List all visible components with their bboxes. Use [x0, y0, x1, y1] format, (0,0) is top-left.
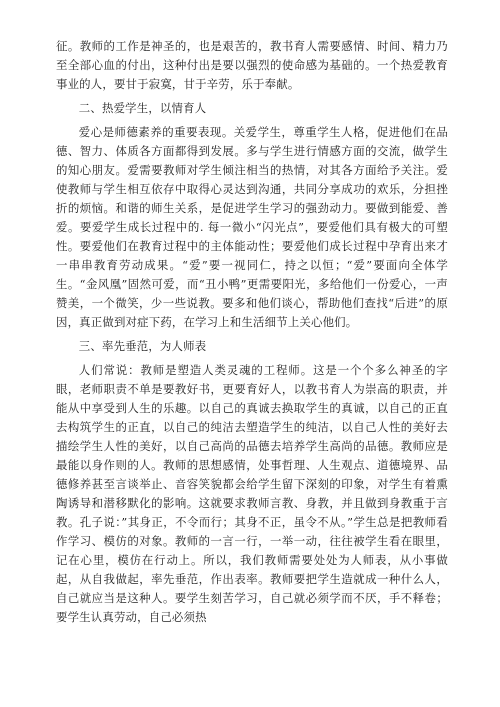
love-students-paragraph: 爱心是师德素养的重要表现。关爱学生，尊重学生人格，促进他们在品德、智力、体质各方面都得到发展。多与学生进行情感方面的交流，做学生的知心朋友。爱需要教师对学生倾注相当的热情，对其各方面给予关注。爱使教师与学生相互依存中取得心灵达到沟通，共同分享成功的欢乐，分担挫折的烦恼。和谐的师生关系，是促进学生学习的强劲动力。要做到能爱、善爱。要爱学生成长过程中的. 每一微小“闪光点”，要爱他们具有极大的可塑性。要爱他们在教育过程中的主体能动性；要爱他们成长过程中孕育出来才一串串教育劳动成果。“爱”要一视同仁，持之以恒；“爱”要面向全体学生。“金风凰”固然可爱，而“丑小鸭”更需要阳光，多给他们一份爱心，一声赞美，一个微笑，少一些说教。要多和他们谈心，帮助他们查找“后进”的原因，真正做到对症下药，在学习上和生活细节上关心他们。	[56, 125, 448, 329]
role-model-paragraph: 人们常说：教师是塑造人类灵魂的工程师。这是一个个多么神圣的字眼，老师职责不单是要教好书，更要育好人，以教书育人为崇高的职责，并能从中享受到人生的乐趣。以自己的真诚去换取学生的真诚，以自己的正直去构筑学生的正直，以自己的纯洁去塑造学生的纯洁，以自己人性的美好去描绘学生人性的美好，以自己高尚的品德去培养学生高尚的品德。教师应是最能以身作则的人。教师的思想感情，处事哲理、人生观点、道德境界、品德修养甚至言谈举止、音容笑貌都会给学生留下深刻的印象，对学生有着熏陶诱导和潜移默化的影响。这就要求教师言教、身教，并且做到身教重于言教。孔子说：”其身正，不令而行；其身不正，虽令不从。”学生总是把教师看作学习、模仿的对象。教师的一言一行，一举一动，往往被学生看在眼里，记在心里，模仿在行动上。所以，我们教师需要处处为人师表，从小事做起，从自我做起，率先垂范，作出表率。教师要把学生造就成一种什么人，自己就应当是这种人。要学生刻苦学习，自己就必须学而不厌，手不释卷；要学生认真劳动，自己必须热	[56, 363, 448, 624]
section-heading-role-model: 三、率先垂范，为人师表	[78, 339, 207, 353]
intro-paragraph: 征。教师的工作是神圣的，也是艰苦的，教书育人需要感情、时间、精力乃至全部心血的付出，这种付出是要以强烈的使命感为基础的。一个热爱教育事业的人，要甘于寂寞，甘于辛劳，乐于奉献。	[56, 39, 448, 91]
section-heading-love-students: 二、热爱学生，以情育人	[78, 101, 207, 115]
document-body	[56, 37, 448, 627]
